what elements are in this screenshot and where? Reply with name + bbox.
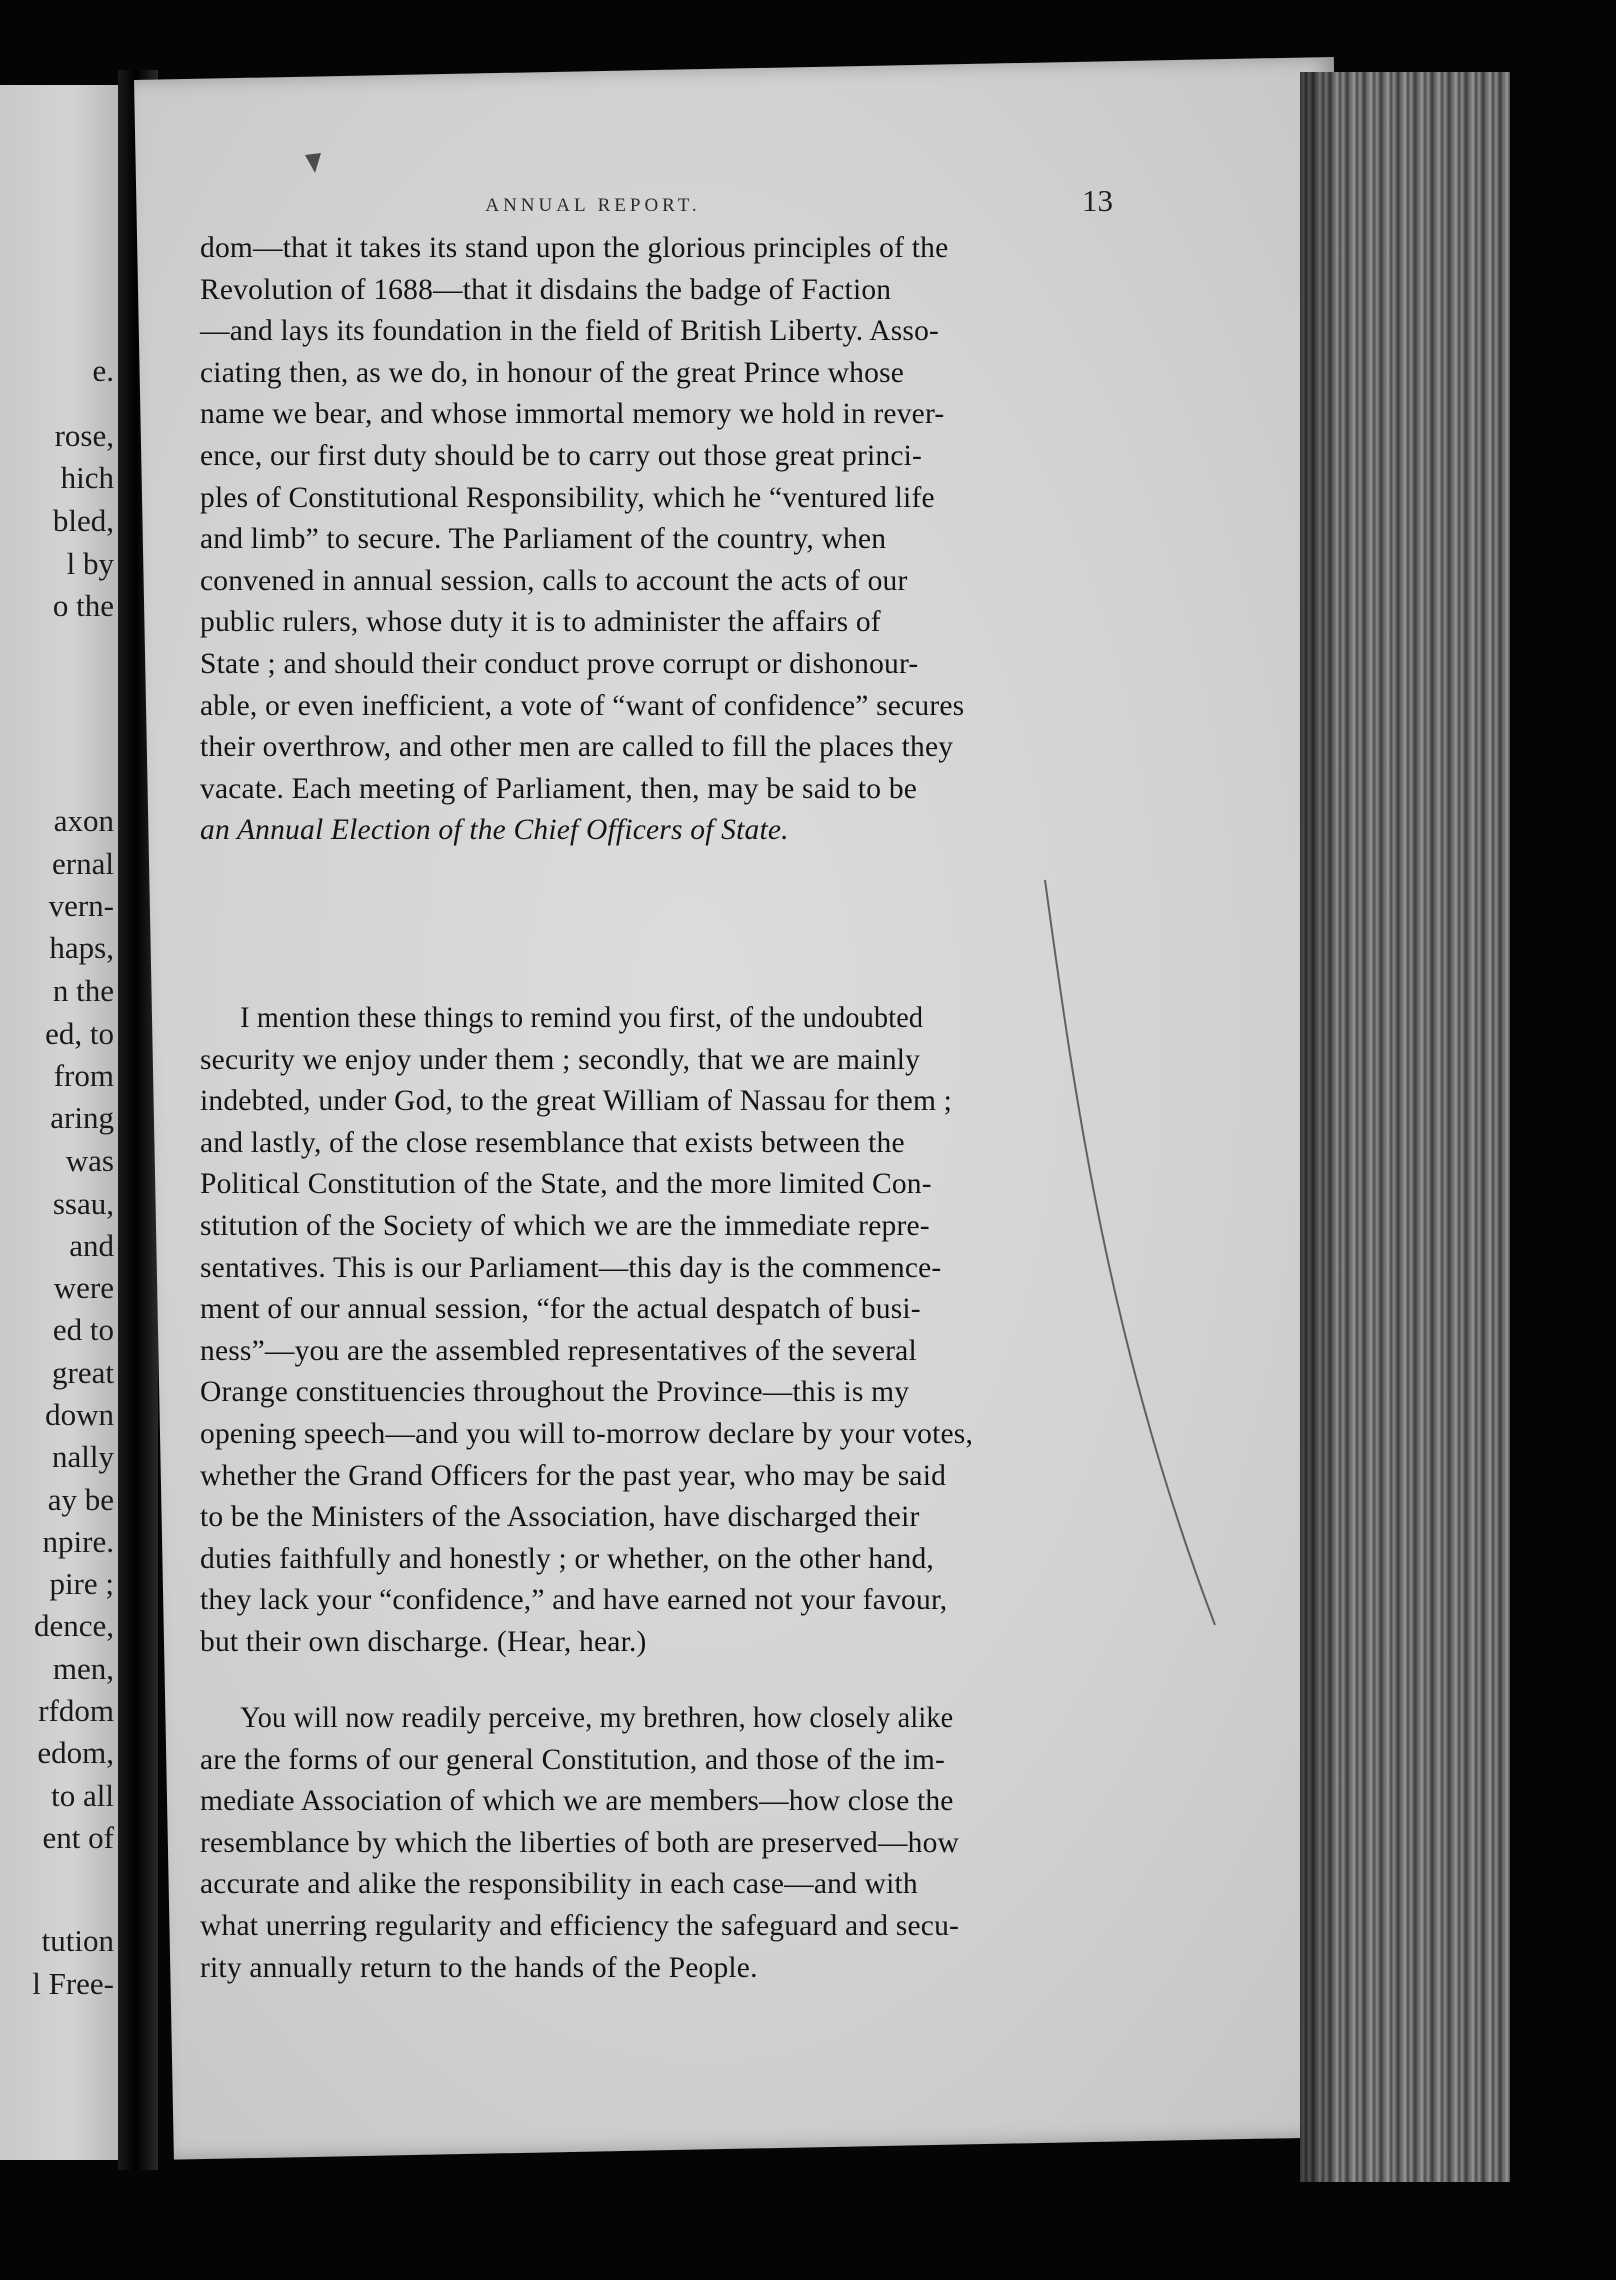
left-page-line: ay be: [47, 1482, 114, 1517]
text-line: ment of our annual session, “for the actual despatch of busi-: [200, 1293, 921, 1326]
text-line: convened in annual session, calls to account the acts of our: [200, 564, 908, 597]
left-page-line: vern-: [48, 888, 114, 923]
text-line: duties faithfully and honestly ; or whether, on the other hand,: [200, 1542, 934, 1575]
text-line: and lastly, of the close resemblance that exists between the: [200, 1126, 905, 1159]
running-head: ANNUAL REPORT.: [485, 195, 701, 216]
paragraph-2: [200, 998, 1120, 1664]
text-line: ence, our first duty should be to carry out those great princi-: [200, 439, 923, 472]
text-line: resemblance by which the liberties of both are preserved—how: [200, 1826, 960, 1859]
left-page-line: ssau,: [52, 1186, 114, 1221]
left-page-line: bled,: [52, 503, 114, 538]
left-page-line: from: [53, 1058, 114, 1093]
left-page-line: were: [53, 1270, 114, 1305]
left-page-line: pire ;: [49, 1566, 114, 1601]
left-page-line: l by: [66, 546, 114, 581]
text-line: are the forms of our general Constitution, and those of the im-: [200, 1743, 946, 1776]
left-page-line: to all: [51, 1778, 114, 1813]
left-page-line: o the: [52, 588, 114, 623]
text-line: ples of Constitutional Responsibility, which he “ventured life: [200, 481, 935, 514]
left-page-line: l Free-: [32, 1966, 114, 2001]
text-line: —and lays its foundation in the field of British Liberty. Asso-: [200, 315, 940, 348]
text-line: mediate Association of which we are members—how close the: [200, 1785, 954, 1818]
text-line: their overthrow, and other men are called to fill the places they: [200, 731, 954, 764]
text-line: to be the Ministers of the Association, have discharged their: [200, 1501, 920, 1534]
left-page-line: npire.: [42, 1524, 114, 1559]
text-line: and limb” to secure. The Parliament of the country, when: [200, 523, 887, 556]
paragraph-1: [200, 228, 1120, 852]
text-line: what unerring regularity and efficiency the safeguard and secu-: [200, 1909, 960, 1942]
text-line: accurate and alike the responsibility in each case—and with: [200, 1868, 918, 1901]
left-page-line: great: [52, 1355, 114, 1390]
text-line: name we bear, and whose immortal memory we hold in rever-: [200, 398, 945, 431]
text-line: indebted, under God, to the great William of Nassau for them ;: [200, 1085, 953, 1118]
paragraph-3: [200, 1698, 1120, 1989]
text-line: whether the Grand Officers for the past year, who may be said: [200, 1459, 947, 1492]
left-page-line: n the: [52, 973, 114, 1008]
text-line: You will now readily perceive, my brethren, how closely alike: [240, 1702, 954, 1734]
left-page-line: ernal: [52, 846, 114, 881]
left-page-line: e.: [92, 353, 114, 388]
left-page-line: ed, to: [45, 1016, 114, 1051]
text-line: ness”—you are the assembled representatives of the several: [200, 1334, 917, 1367]
text-line: vacate. Each meeting of Parliament, then, may be said to be: [200, 772, 918, 805]
text-line: able, or even inefficient, a vote of “want of confidence” secures: [200, 689, 965, 722]
text-line: opening speech—and you will to-morrow declare by your votes,: [200, 1417, 974, 1450]
text-line: stitution of the Society of which we are the immediate repre-: [200, 1209, 930, 1242]
text-line: State ; and should their conduct prove corrupt or dishonour-: [200, 647, 919, 680]
text-line: but their own discharge. (Hear, hear.): [200, 1625, 647, 1658]
left-page-line: edom,: [37, 1735, 114, 1770]
left-page-line: axon: [53, 803, 114, 838]
left-page-line: was: [65, 1143, 114, 1178]
text-line: rity annually return to the hands of the People.: [200, 1951, 758, 1984]
left-page-line: rfdom: [38, 1693, 114, 1728]
left-page-line: tution: [41, 1923, 114, 1958]
text-line: security we enjoy under them ; secondly, that we are mainly: [200, 1043, 921, 1076]
left-page-line: down: [45, 1397, 114, 1432]
left-page-line: aring: [50, 1100, 114, 1135]
left-page-line: and: [69, 1228, 114, 1263]
text-line: Orange constituencies throughout the Province—this is my: [200, 1376, 910, 1409]
text-line-italic: an Annual Election of the Chief Officers of State.: [200, 814, 789, 847]
fore-edge-of-pages: [1300, 72, 1510, 2182]
page-number: 13: [1082, 183, 1113, 218]
left-page-line: ent of: [42, 1820, 114, 1855]
text-line: dom—that it takes its stand upon the glorious principles of the: [200, 232, 949, 264]
text-line: I mention these things to remind you first, of the undoubted: [240, 1002, 924, 1034]
text-line: they lack your “confidence,” and have earned not your favour,: [200, 1584, 948, 1617]
text-line: Revolution of 1688—that it disdains the badge of Faction: [200, 273, 892, 306]
text-line: sentatives. This is our Parliament—this day is the commence-: [200, 1251, 942, 1284]
left-page-line: haps,: [49, 930, 114, 965]
text-line: ciating then, as we do, in honour of the great Prince whose: [200, 356, 905, 389]
previous-page-edge: [0, 85, 118, 2160]
text-line: Political Constitution of the State, and the more limited Con-: [200, 1168, 932, 1201]
left-page-line: hich: [60, 460, 114, 495]
left-page-line: men,: [52, 1651, 114, 1686]
left-page-line: nally: [52, 1439, 114, 1474]
left-page-line: rose,: [54, 418, 114, 453]
left-page-line: dence,: [33, 1608, 114, 1643]
left-page-line: ed to: [52, 1312, 114, 1347]
text-line: public rulers, whose duty it is to administer the affairs of: [200, 606, 881, 639]
